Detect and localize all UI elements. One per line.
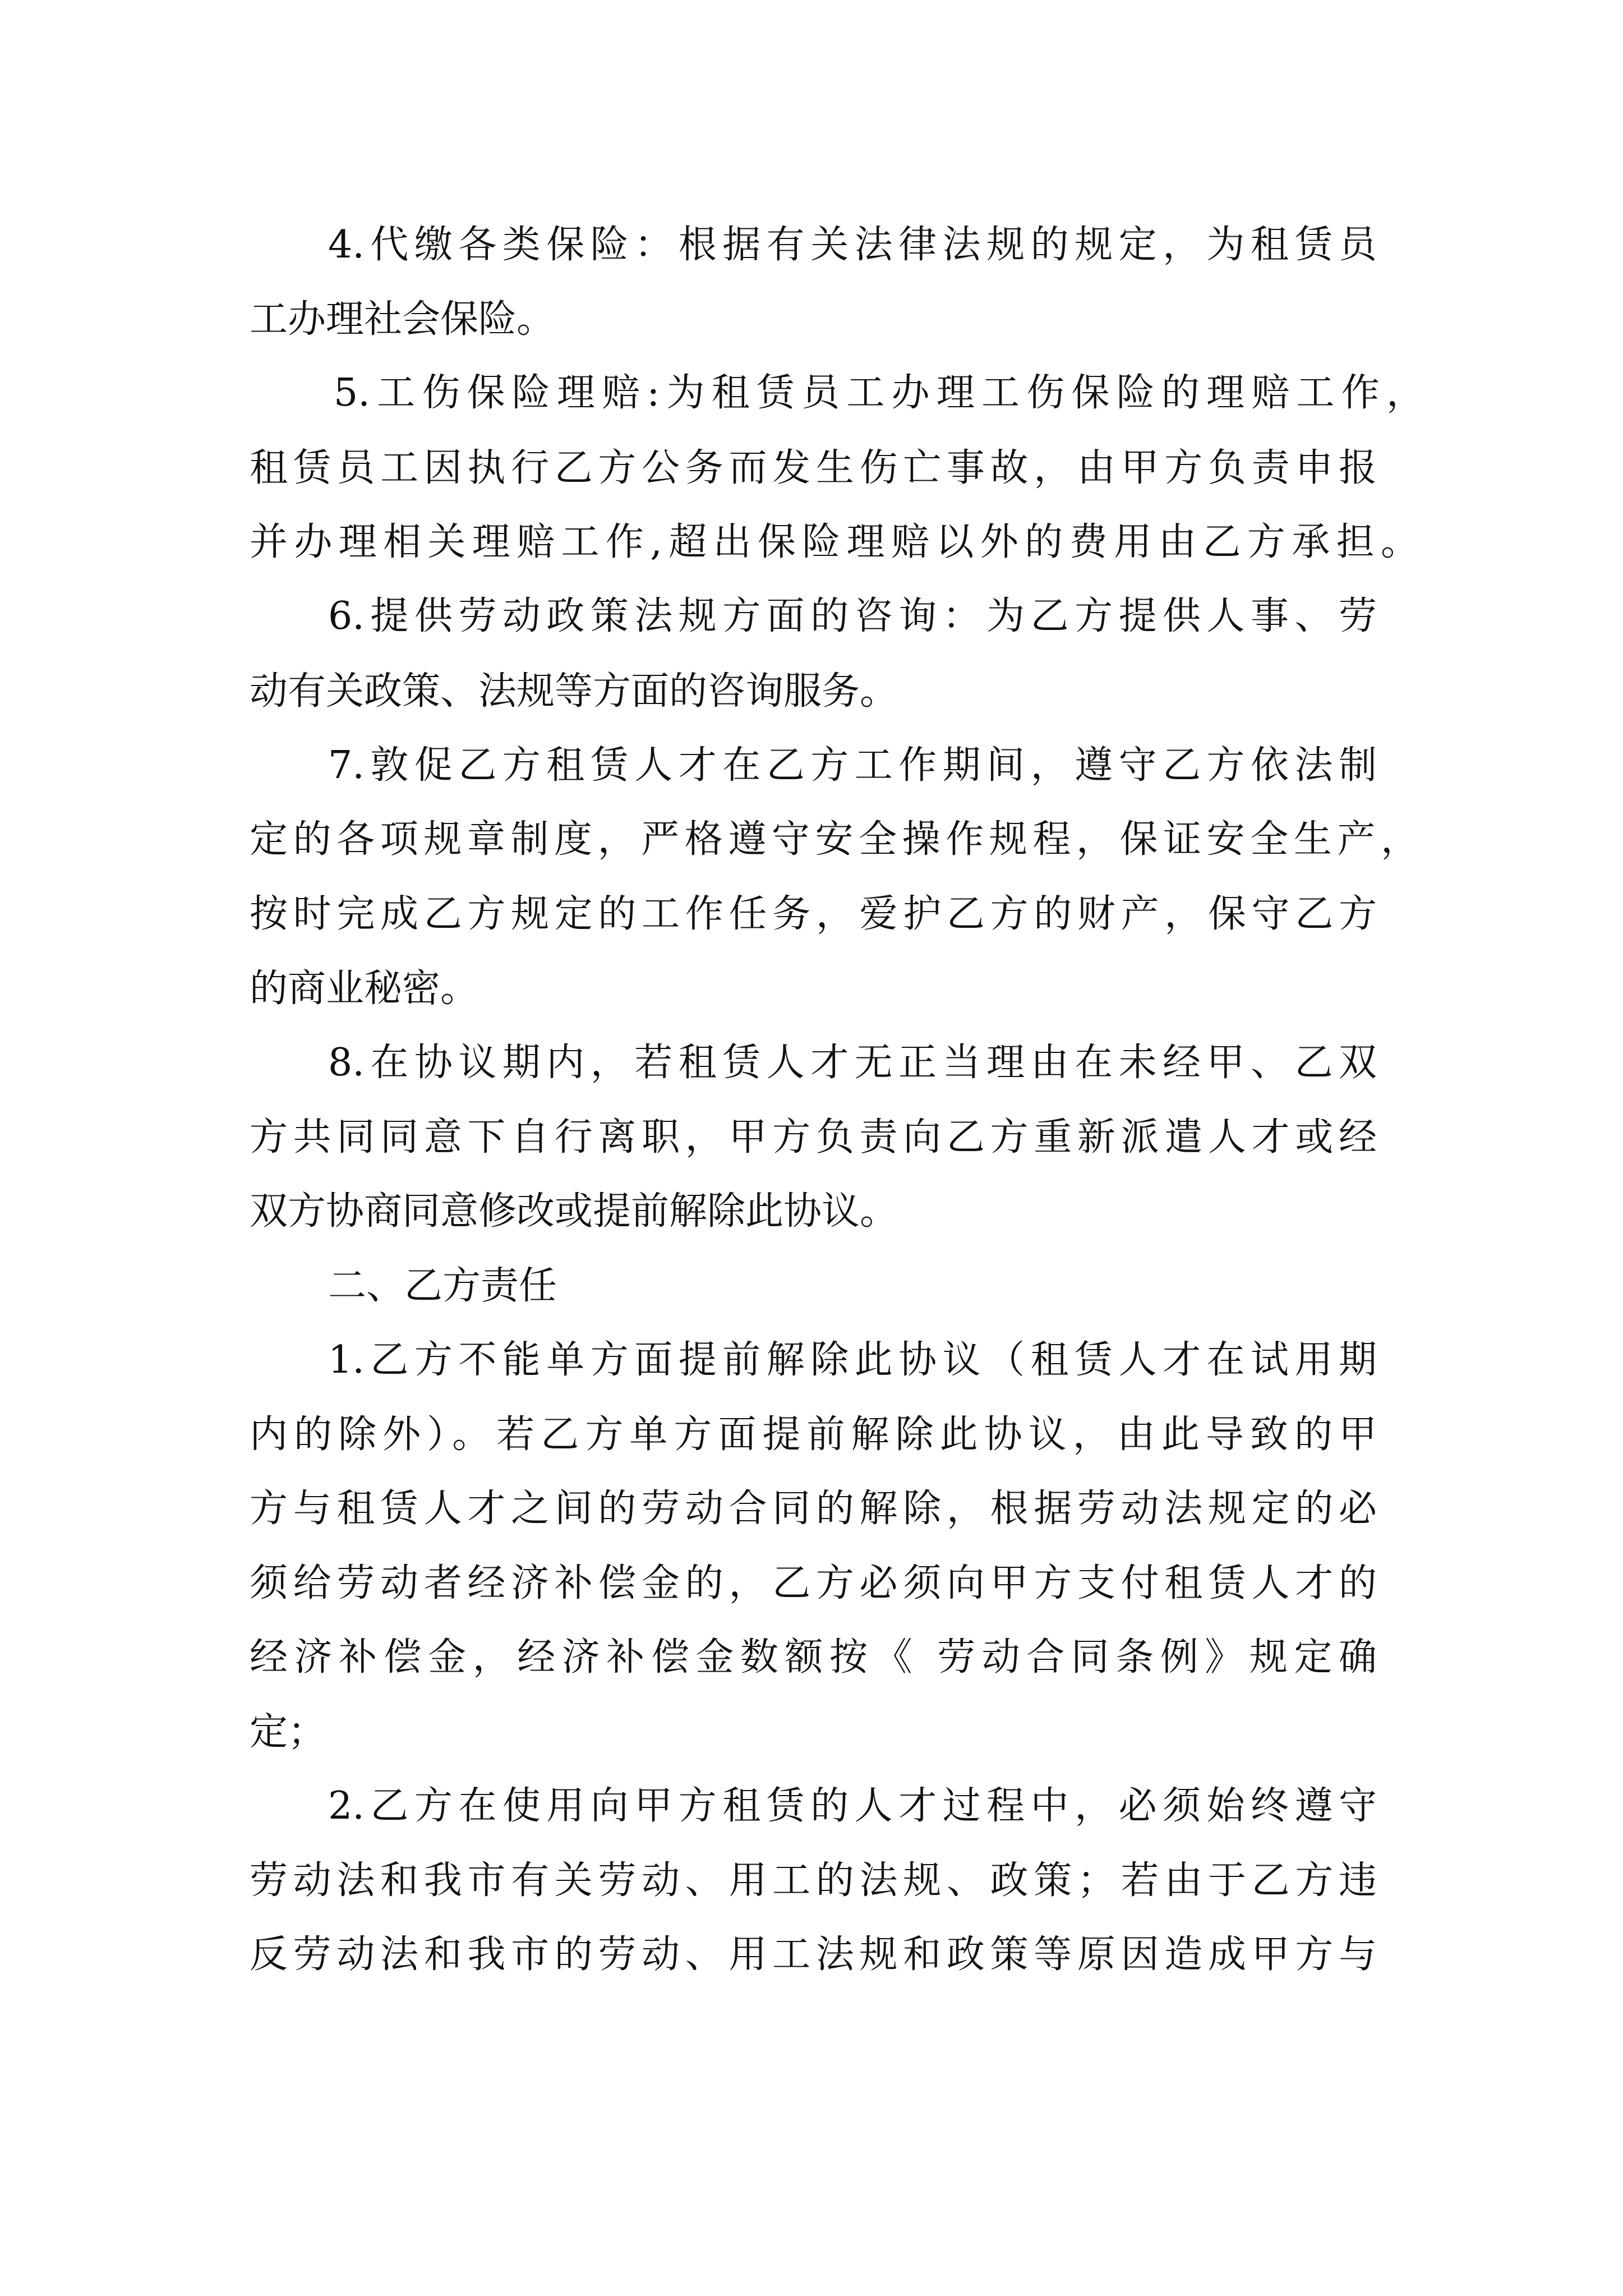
section-heading: 二、乙方责任 <box>328 1264 557 1308</box>
text-line: 租赁员工因执行乙方公务而发生伤亡事故，由甲方负责申报 <box>250 446 1377 490</box>
text-line: 的商业秘密。 <box>250 967 479 1011</box>
text-line: 反劳动法和我市的劳动、用工法规和政策等原因造成甲方与 <box>250 1932 1377 1977</box>
text-line: 经济补偿金，经济补偿金数额按《 劳动合同条例》规定确 <box>250 1635 1377 1680</box>
text-line: 双方协商同意修改或提前解除此协议。 <box>250 1189 898 1234</box>
text-line: 8.在协议期内，若租赁人才无正当理由在未经甲、乙双 <box>328 1041 1377 1085</box>
text-line: 1.乙方不能单方面提前解除此协议（租赁人才在试用期 <box>328 1338 1377 1382</box>
text-line: 并办理相关理赔工作,超出保险理赔以外的费用由乙方承担。 <box>250 520 1419 564</box>
text-line: 5.工伤保险理赔:为租赁员工办理工伤保险的理赔工作， <box>334 371 1424 415</box>
text-line: 定； <box>250 1710 326 1754</box>
text-line: 劳动法和我市有关劳动、用工的法规、政策；若由于乙方违 <box>250 1858 1377 1903</box>
text-line: 4.代缴各类保险：根据有关法律法规的规定，为租赁员 <box>328 223 1377 267</box>
text-line: 工办理社会保险。 <box>250 297 555 342</box>
text-line: 按时完成乙方规定的工作任务，爱护乙方的财产，保守乙方 <box>250 892 1377 936</box>
text-line: 内的除外）。若乙方单方面提前解除此协议，由此导致的甲 <box>250 1412 1377 1457</box>
text-line: 须给劳动者经济补偿金的，乙方必须向甲方支付租赁人才的 <box>250 1561 1377 1605</box>
text-line: 定的各项规章制度，严格遵守安全操作规程，保证安全生产， <box>250 817 1419 862</box>
text-line: 2.乙方在使用向甲方租赁的人才过程中，必须始终遵守 <box>328 1784 1377 1828</box>
text-line: 7.敦促乙方租赁人才在乙方工作期间，遵守乙方依法制 <box>328 743 1377 788</box>
text-line: 方与租赁人才之间的劳动合同的解除，根据劳动法规定的必 <box>250 1487 1377 1531</box>
text-line: 6.提供劳动政策法规方面的咨询：为乙方提供人事、劳 <box>328 594 1377 638</box>
text-line: 方共同同意下自行离职，甲方负责向乙方重新派遣人才或经 <box>250 1115 1377 1159</box>
text-line: 动有关政策、法规等方面的咨询服务。 <box>250 669 898 714</box>
